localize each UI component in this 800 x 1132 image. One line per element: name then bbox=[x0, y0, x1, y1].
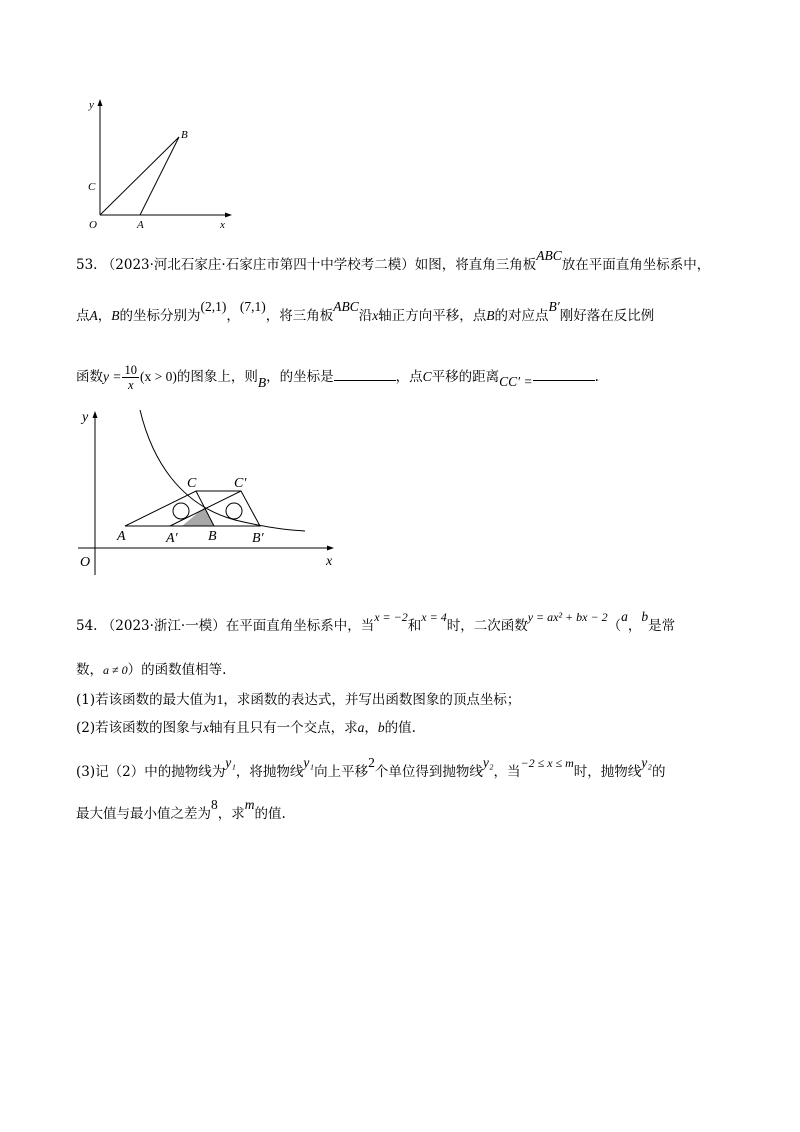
q54-line-2: 数，a ≠ 0）的函数值相等. bbox=[76, 662, 227, 678]
fig2-aprime-label: A′ bbox=[166, 531, 178, 546]
fig1-c-label: C bbox=[88, 181, 96, 193]
q54-number: 54. bbox=[76, 618, 98, 634]
q54-part-2: (2)若该函数的图象与x轴有且只有一个交点，求a，b的值. bbox=[76, 720, 416, 736]
q53-line-3: 函数y = $\frac{10}{x}$ (x > 0)的图象上，则B，的坐标是 ，点C平移的距离CC′ = . bbox=[76, 363, 599, 392]
triangle-abc-moved bbox=[170, 491, 260, 526]
figure-2 bbox=[70, 405, 350, 580]
fig1-o-label: O bbox=[89, 219, 97, 231]
fig2-y-label: y bbox=[82, 410, 89, 425]
triangle-abc: ABC bbox=[536, 248, 562, 263]
fraction-10-over-x: $\frac{10}{x}$ bbox=[124, 363, 137, 392]
q54-part-3-cont: 最大值与最小值之差为8，求m的值. bbox=[76, 797, 286, 822]
fig1-a-label: A bbox=[137, 219, 144, 231]
q54-line-1: 54. （2023·浙江·一模）在平面直角坐标系中，当x = −2和x = 4时，二次函数y = ax² + bx − 2（a，b是常 bbox=[76, 609, 676, 634]
answer-blank-1[interactable] bbox=[334, 368, 396, 381]
fig2-a-label: A bbox=[117, 529, 126, 544]
q54-part-3: (3)记（2）中的抛物线为y₁，将抛物线y₁向上平移2个单位得到抛物线y₂，当−2 ≤ x ≤ m时，抛物线y₂的 bbox=[76, 755, 666, 780]
hole-circle-2 bbox=[226, 503, 242, 519]
q53-number: 53. bbox=[76, 257, 98, 273]
fig1-x-label: x bbox=[220, 219, 225, 231]
q53-source: （2023·河北石家庄·石家庄市第四十中学校考二模） bbox=[101, 257, 415, 273]
q54-part-1: (1)若该函数的最大值为1，求函数的表达式，并写出函数图象的顶点坐标； bbox=[76, 692, 521, 708]
fig2-x-label: x bbox=[326, 554, 333, 569]
point-b-coord: (7,1) bbox=[239, 299, 266, 314]
answer-blank-2[interactable] bbox=[533, 368, 595, 381]
q54-source: （2023·浙江·一模） bbox=[101, 618, 226, 634]
point-a-coord: (2,1) bbox=[200, 299, 227, 314]
fig2-bprime-label: B′ bbox=[252, 531, 264, 546]
q53-line-2: 点A，B的坐标分别为(2,1)，(7,1)，将三角板ABC沿x轴正方向平移，点B的对应点B′刚好落在反比例 bbox=[76, 299, 655, 324]
figure-1 bbox=[80, 95, 240, 235]
fig2-cprime-label: C′ bbox=[234, 476, 247, 491]
fig2-b-label: B bbox=[208, 529, 217, 544]
hole-circle-1 bbox=[173, 503, 189, 519]
hyperbola-curve bbox=[140, 410, 305, 531]
fig2-c-label: C bbox=[187, 476, 197, 491]
fig2-o-label: O bbox=[80, 555, 91, 570]
q53-line-1: 53. （2023·河北石家庄·石家庄市第四十中学校考二模）如图，将直角三角板ABC放在平面直角坐标系中， bbox=[76, 248, 711, 273]
quadratic-function: y = ax² + bx − 2 bbox=[527, 610, 608, 624]
fig1-b-label: B bbox=[181, 129, 188, 141]
fig1-y-label: y bbox=[89, 99, 94, 111]
